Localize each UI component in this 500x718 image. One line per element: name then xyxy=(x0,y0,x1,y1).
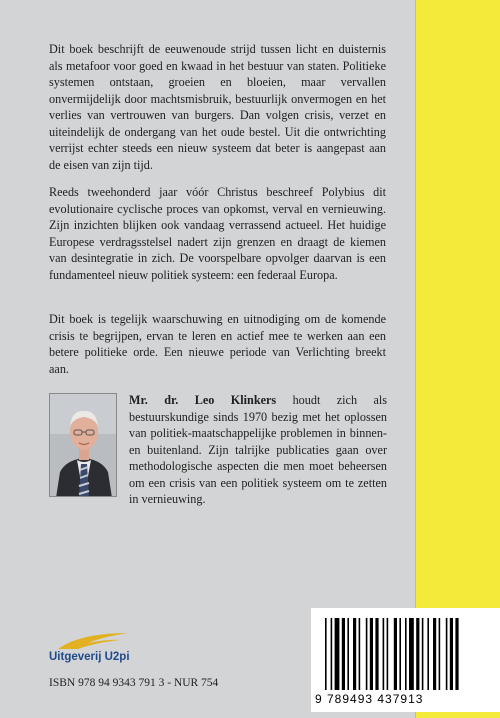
blurb-paragraph-3: Dit boek is tegelijk waarschuwing en uitnodiging om de komende crisis te begrijpen, ervan te leren en actief mee te werken aan een betere politieke orde. Een nieuwe periode van Verlichting breekt aan. xyxy=(49,312,386,376)
publisher-name: Uitgeverij U2pi xyxy=(49,651,130,663)
blurb-paragraph-1: Dit boek beschrijft de eeuwenoude strijd tussen licht en duisternis als metafoor voor goed en kwaad in het bestuur van staten. Politieke systemen ontstaan, groeien en bloeien, maar vervallen onvermijdelijk door machtsmisbruik, bestuurlijk onvermogen en het verlies van vertrouwen van burgers. Dan volgen crisis, verzet en uiteindelijk de ondergang van het oude bestel. Uit die ontwrichting verrijst echter steeds een nieuw systeem dat beter is aangepast aan de eisen van zijn tijd. xyxy=(49,42,386,172)
blurb-paragraph-2: Reeds tweehonderd jaar vóór Christus beschreef Polybius dit evolutionaire cyclische proces van opkomst, verval en vernieuwing. Zijn inzichten blijken ook vandaag verrassend actueel. Het huidige Europese verdragsstelsel nadert zijn grenzen en draagt de kiemen van desintegratie in zich. De voorspelbare opvolger daarvan is een fundamenteel nieuw politiek systeem: een federaal Europa. xyxy=(49,185,386,282)
publisher-wing-icon xyxy=(58,631,130,651)
barcode xyxy=(311,608,500,712)
author-bio xyxy=(129,392,387,508)
author-name: Mr. dr. Leo Klinkers xyxy=(129,393,277,407)
isbn-line: ISBN 978 94 9343 791 3 - NUR 754 xyxy=(49,677,219,689)
barcode-number: 9 789493 437913 xyxy=(315,692,424,706)
publisher-logo xyxy=(49,631,129,665)
author-photo xyxy=(49,393,117,497)
barcode-bars-icon xyxy=(325,618,495,692)
author-bio-text: houdt zich als bestuurskundige sinds 1970 bezig met het oplossen van politiek-maatschappelijke problemen in binnen- en buitenland. Zijn talrijke publicaties gaan over methodologische aspecten die men moet beheersen om een crisis van een politiek systeem om te zetten in vernieuwing. xyxy=(129,393,387,506)
